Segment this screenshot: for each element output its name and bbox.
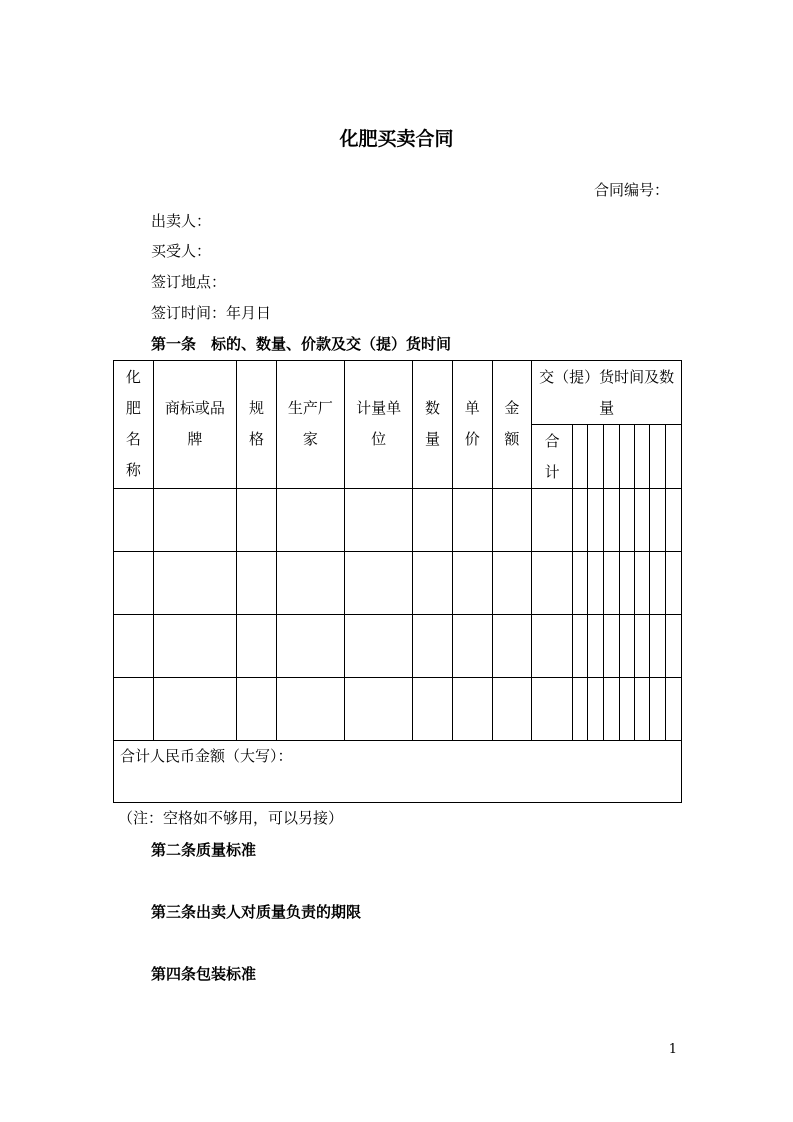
header-subtotal: 合 计 xyxy=(532,425,573,489)
header-manufacturer: 生产厂 家 xyxy=(276,361,344,489)
sign-place-field: 签订地点： xyxy=(151,273,227,291)
goods-table xyxy=(113,360,682,803)
table-cell xyxy=(588,425,603,489)
table-cell xyxy=(635,425,650,489)
table-cell xyxy=(650,425,665,489)
article3-heading: 第三条出卖人对质量负责的期限 xyxy=(151,903,362,921)
table-note: （注：空格如不够用，可以另接） xyxy=(118,809,344,827)
document-title: 化肥买卖合同 xyxy=(339,128,454,150)
article1-heading: 第一条 标的、数量、价款及交（提）货时间 xyxy=(151,335,452,353)
sign-time-field: 签订时间：年月日 xyxy=(151,304,272,322)
table-cell xyxy=(603,425,619,489)
header-amount: 金 额 xyxy=(492,361,532,489)
header-unit-price: 单 价 xyxy=(452,361,492,489)
header-quantity: 数 量 xyxy=(413,361,453,489)
article2-heading: 第二条质量标准 xyxy=(151,841,257,859)
table-cell xyxy=(665,425,681,489)
contract-number-label: 合同编号： xyxy=(594,181,670,199)
article4-heading: 第四条包装标准 xyxy=(151,965,257,983)
page-number: 1 xyxy=(668,1042,677,1057)
header-delivery-time-quantity: 交（提）货时间及数 量 xyxy=(532,361,682,425)
buyer-field: 买受人： xyxy=(151,242,212,260)
table-row xyxy=(114,615,682,678)
seller-field: 出卖人： xyxy=(151,212,212,230)
table-cell xyxy=(572,425,587,489)
table-cell xyxy=(619,425,634,489)
header-measure-unit: 计量单 位 xyxy=(345,361,413,489)
table-row xyxy=(114,552,682,615)
header-fertilizer-name: 化 肥 名 称 xyxy=(114,361,154,489)
total-amount-cell: 合计人民币金额（大写）： xyxy=(114,741,682,803)
table-row xyxy=(114,489,682,552)
header-brand: 商标或品 牌 xyxy=(153,361,236,489)
header-spec: 规 格 xyxy=(237,361,277,489)
table-row xyxy=(114,678,682,741)
